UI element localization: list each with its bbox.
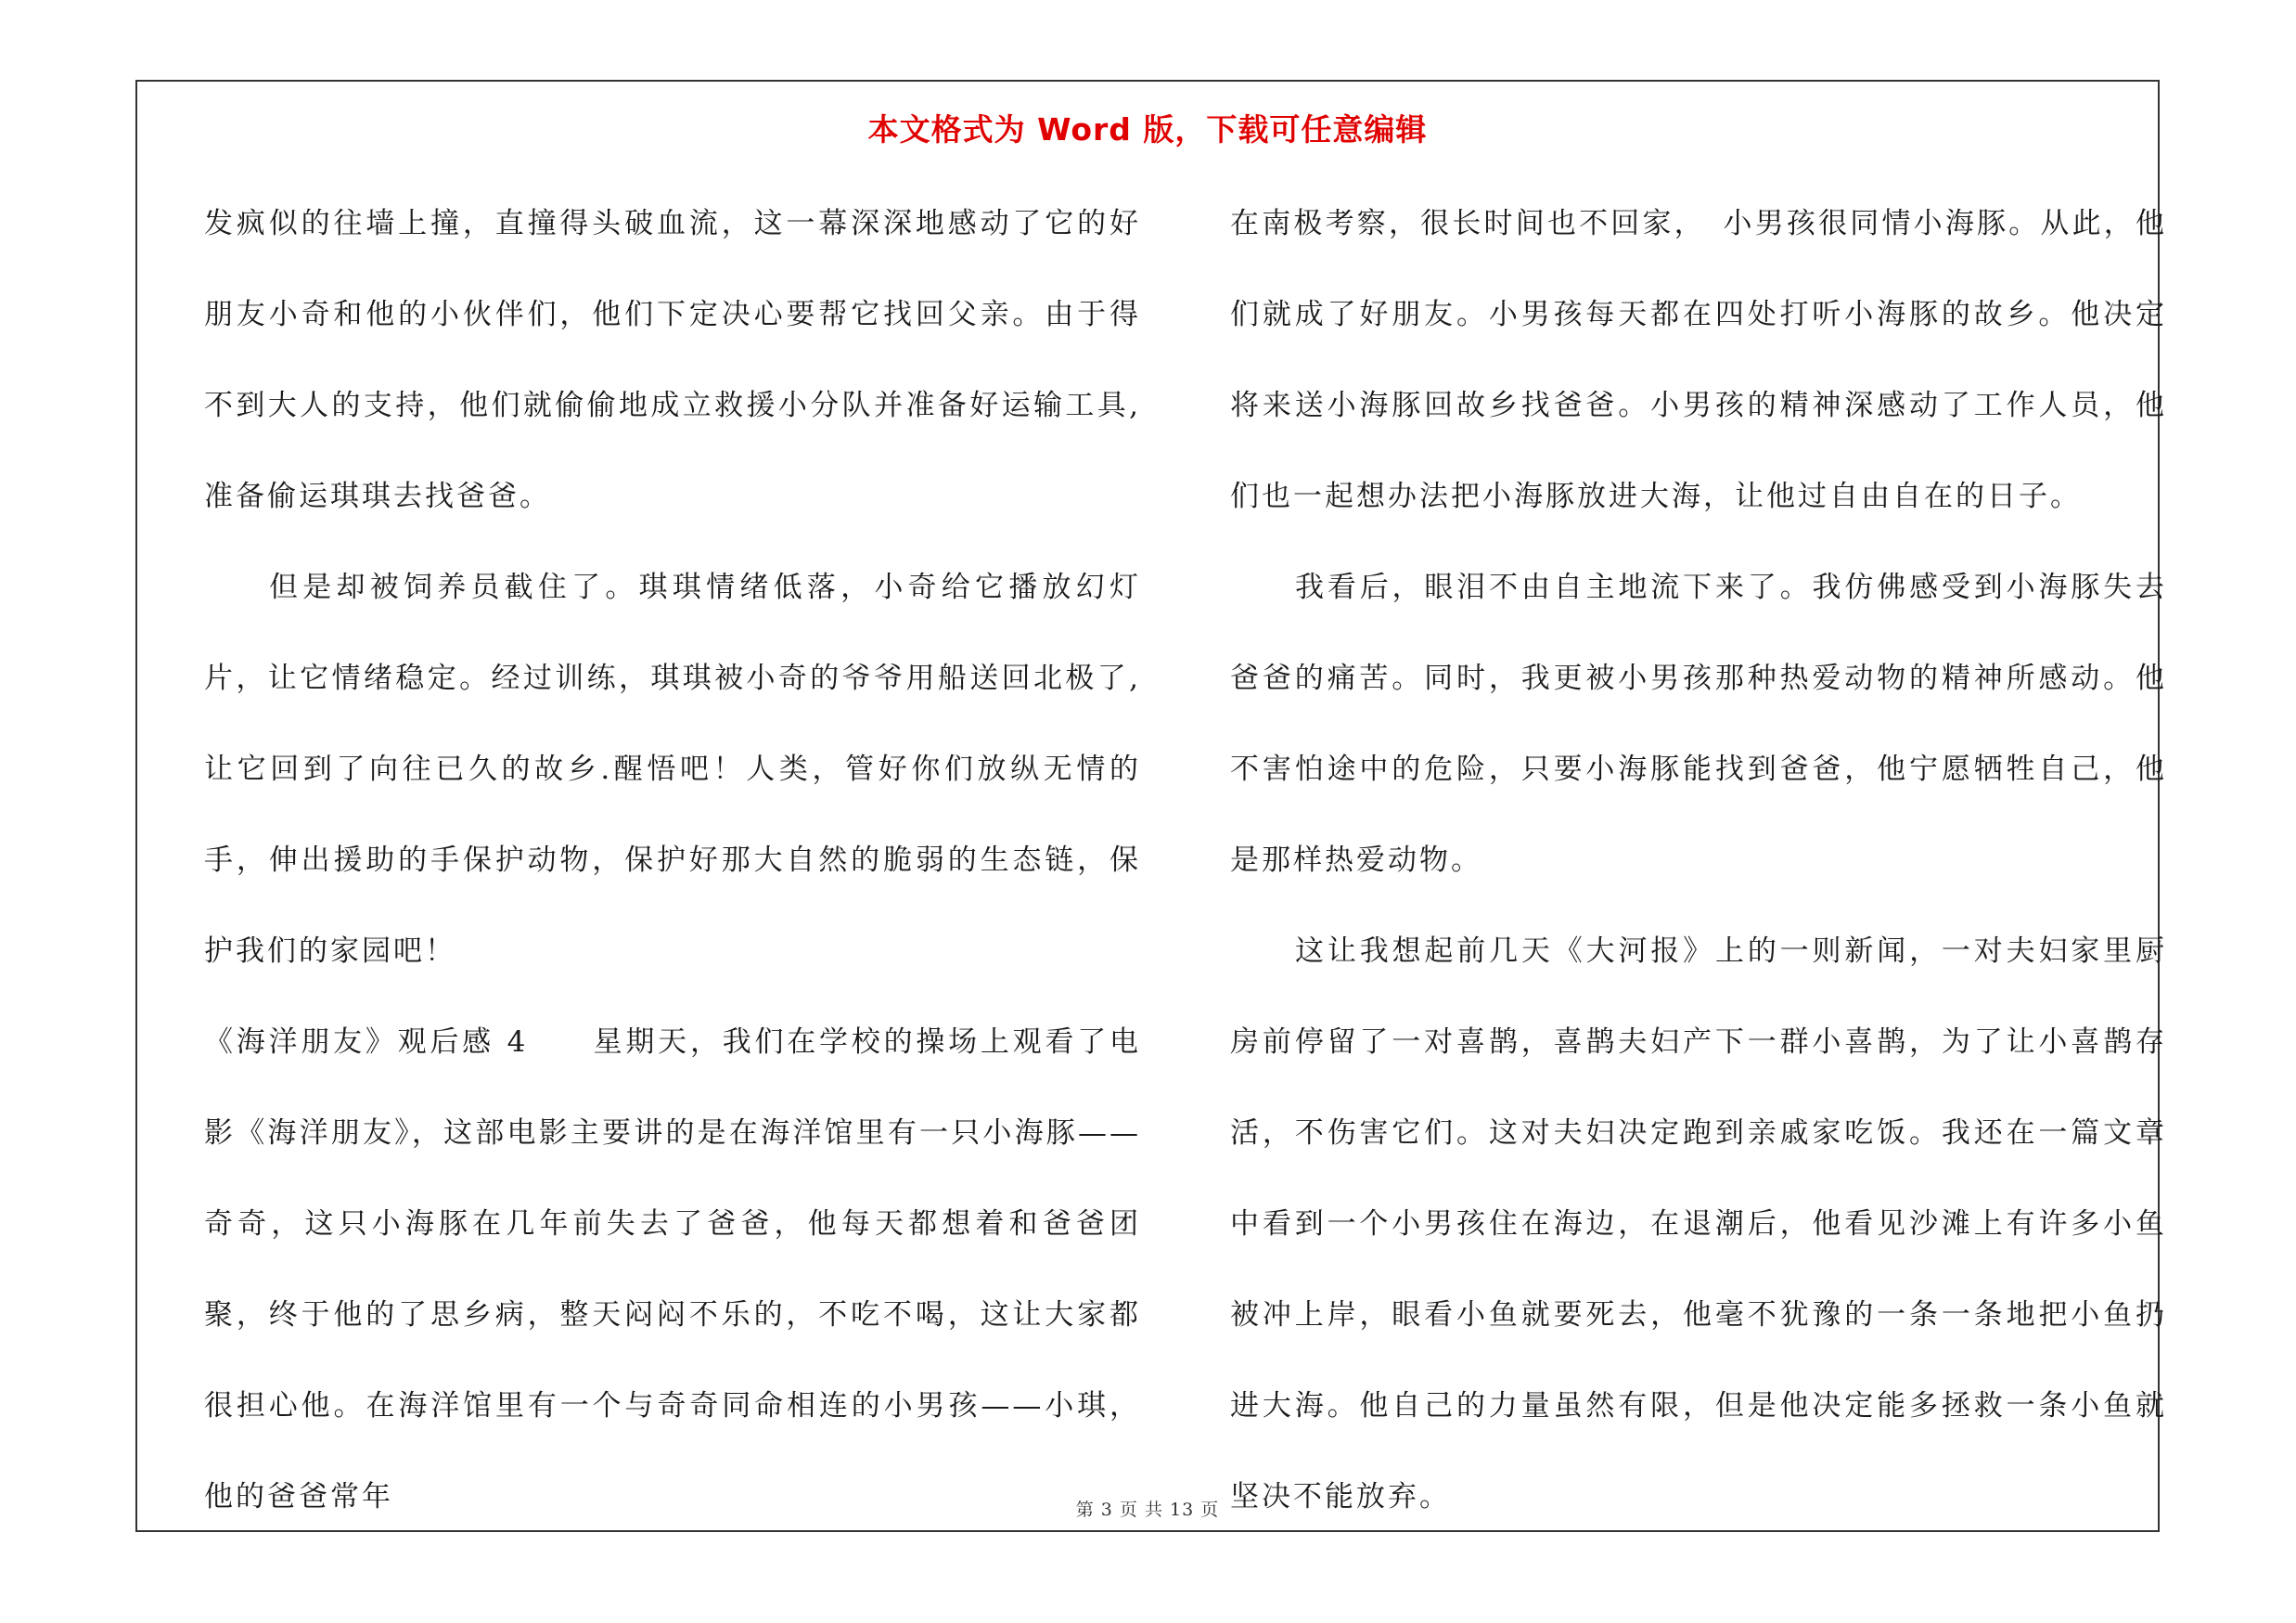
page-frame xyxy=(135,80,2167,1532)
right-paragraph-1: 在南极考察，很长时间也不回家， 小男孩很同情小海豚。从此，他们就成了好朋友。小男孩每天都在四处打听小海豚的故乡。他决定将来送小海豚回故乡找爸爸。小男孩的精神深感动了工作人员，他们也一起想办法把小海豚放进大海，让他过自由自在的日子。 xyxy=(1230,207,2167,513)
left-paragraph-3: 《海洋朋友》观后感 4 星期天，我们在学校的操场上观看了电影《海洋朋友》，这部电影主要讲的是在海洋馆里有一只小海豚——奇奇，这只小海豚在几年前失去了爸爸，他每天都想着和爸爸团聚，终于他的了思乡病，整天闷闷不乐的，不吃不喝，这让大家都很担心他。在海洋馆里有一个与奇奇同命相连的小男孩——小琪，他的爸爸常年 xyxy=(204,1025,1141,1514)
left-column xyxy=(204,178,1141,1542)
format-banner: 本文格式为 Word 版，下载可任意编辑 xyxy=(867,111,1428,148)
right-column xyxy=(1230,178,2167,1542)
left-paragraph-2: 但是却被饲养员截住了。琪琪情绪低落，小奇给它播放幻灯片，让它情绪稳定。经过训练，琪琪被小奇的爷爷用船送回北极了,让它回到了向往已久的故乡.醒悟吧！人类，管好你们放纵无情的手，伸出援助的手保护动物，保护好那大自然的脆弱的生态链，保护我们的家园吧！ xyxy=(204,571,1141,968)
left-paragraph-1: 发疯似的往墙上撞，直撞得头破血流，这一幕深深地感动了它的好朋友小奇和他的小伙伴们，他们下定决心要帮它找回父亲。由于得不到大人的支持，他们就偷偷地成立救援小分队并准备好运输工具,准备偷运琪琪去找爸爸。 xyxy=(204,207,1141,513)
right-paragraph-2: 我看后，眼泪不由自主地流下来了。我仿佛感受到小海豚失去爸爸的痛苦。同时，我更被小男孩那种热爱动物的精神所感动。他不害怕途中的危险，只要小海豚能找到爸爸，他宁愿牺牲自己，他是那样热爱动物。 xyxy=(1230,571,2167,877)
page-number-footer: 第 3 页 共 13 页 xyxy=(1075,1500,1220,1520)
right-paragraph-3: 这让我想起前几天《大河报》上的一则新闻，一对夫妇家里厨房前停留了一对喜鹊，喜鹊夫妇产下一群小喜鹊，为了让小喜鹊存活，不伤害它们。这对夫妇决定跑到亲戚家吃饭。我还在一篇文章中看到一个小男孩住在海边，在退潮后，他看见沙滩上有许多小鱼被冲上岸，眼看小鱼就要死去，他毫不犹豫的一条一条地把小鱼扔进大海。他自己的力量虽然有限，但是他决定能多拯救一条小鱼就坚决不能放弃。 xyxy=(1230,934,2167,1514)
